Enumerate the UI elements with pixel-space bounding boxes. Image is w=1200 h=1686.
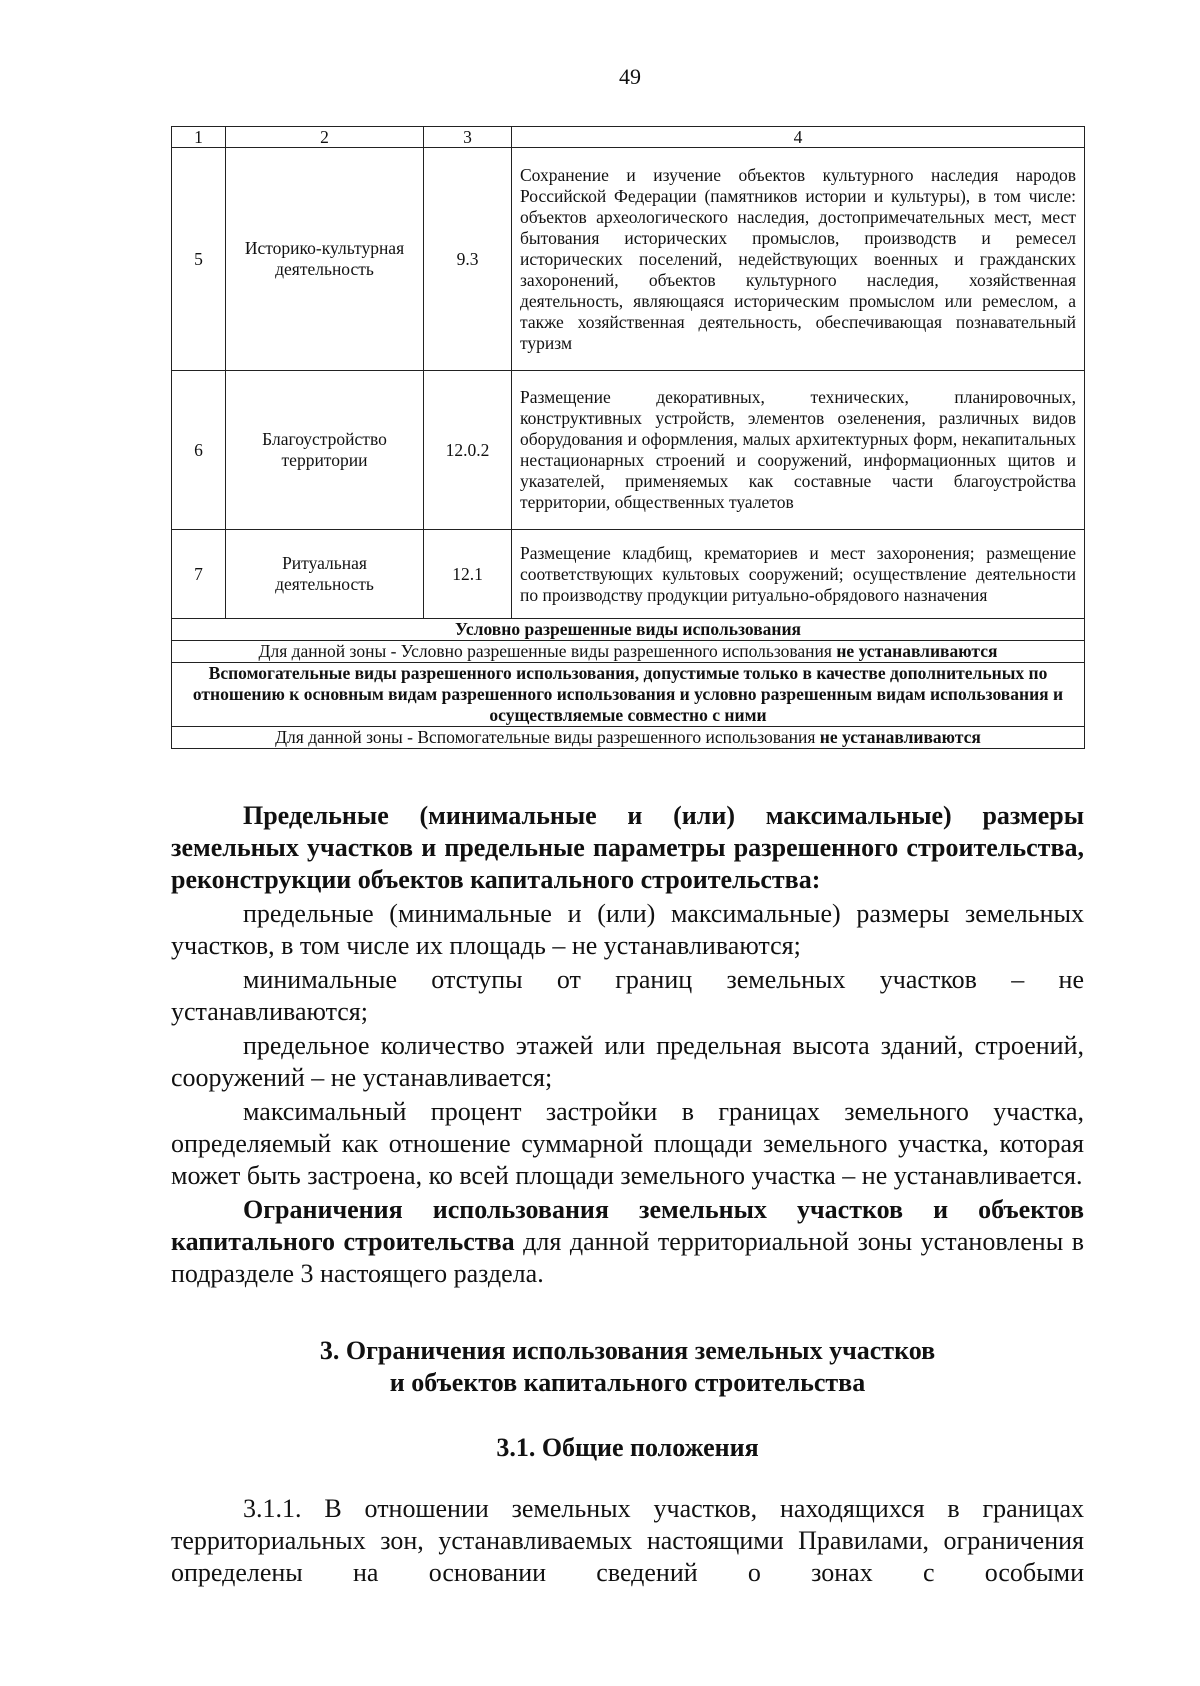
auxiliary-uses-header: Вспомогательные виды разрешенного использования, допустимые только в качестве дополнительных по отношению к основным видам разрешенного использования и условно разрешенным видам использования и осуществляемые совместно с ними (172, 663, 1085, 727)
use-type-name: Благоустройство территории (226, 371, 424, 530)
conditional-text-row (172, 641, 1085, 663)
limits-item: минимальные отступы от границ земельных участков – не устанавливаются; (171, 965, 1084, 1026)
section-heading-block (171, 1335, 1084, 1399)
limits-heading: Предельные (минимальные и (или) максимальные) размеры земельных участков и предельные параметры разрешенного строительства, реконструкции объектов капитального строительства: (171, 801, 1084, 894)
conditional-header-row (172, 619, 1085, 641)
subsection-heading-block (171, 1432, 1084, 1464)
subsection-title: 3.1. Общие положения (496, 1433, 759, 1462)
table-row (172, 148, 1085, 371)
table-row (172, 371, 1085, 530)
conditional-uses-status: не устанавливаются (836, 641, 998, 661)
use-type-code: 12.0.2 (424, 371, 512, 530)
auxiliary-uses-status: не устанавливаются (819, 727, 981, 747)
row-number: 6 (172, 371, 226, 530)
conditional-uses-text (172, 641, 1085, 663)
row-number: 7 (172, 530, 226, 619)
use-type-description: Размещение декоративных, технических, планировочных, конструктивных устройств, элементов озеленения, различных видов оборудования и оформления, малых архитектурных форм, некапитальных нестационарных строений и сооружений, информационных щитов и указателей, применяемых как составные части благоустройства территории, общественных туалетов (512, 371, 1085, 530)
column-header: 3 (424, 127, 512, 148)
conditional-uses-text-prefix: Для данной зоны - Условно разрешенные виды разрешенного использования (258, 641, 837, 661)
table-header-row (172, 127, 1085, 148)
auxiliary-header-row (172, 663, 1085, 727)
general-provisions-block (171, 1493, 1084, 1591)
use-type-code: 12.1 (424, 530, 512, 619)
column-header: 1 (172, 127, 226, 148)
use-type-code: 9.3 (424, 148, 512, 371)
use-type-description: Размещение кладбищ, крематориев и мест захоронения; размещение соответствующих культовых сооружений; осуществление деятельности по производству продукции ритуально-обрядового назначения (512, 530, 1085, 619)
general-provisions-paragraph: 3.1.1. В отношении земельных участков, находящихся в границах территориальных зон, устанавливаемых настоящими Правилами, ограничения определены на основании сведений о зонах с особыми (171, 1494, 1084, 1587)
row-number: 5 (172, 148, 226, 371)
conditional-uses-header: Условно разрешенные виды использования (172, 619, 1085, 641)
limits-section (171, 800, 1084, 1292)
limits-item: предельное количество этажей или предельная высота зданий, строений, сооружений – не устанавливается; (171, 1031, 1084, 1092)
restrictions-bold: Ограничения использования земельных участков и объектов капитального строительства (171, 1195, 1084, 1256)
use-type-description: Сохранение и изучение объектов культурного наследия народов Российской Федерации (памятников истории и культуры), в том числе: объектов археологического наследия, достопримечательных мест, мест бытования исторических промыслов, производств и ремесел исторических поселений, недействующих военных и гражданских захоронений, объектов культурного наследия, хозяйственная деятельность, являющаяся историческим промыслом или ремеслом, а также хозяйственная деятельность, обеспечивающая познавательный туризм (512, 148, 1085, 371)
restrictions-rest: для данной территориальной зоны установлены в подразделе 3 настоящего раздела. (171, 1227, 1084, 1288)
use-type-name: Ритуальная деятельность (226, 530, 424, 619)
page-number: 49 (619, 64, 641, 89)
limits-item: предельные (минимальные и (или) максимальные) размеры земельных участков, в том числе их площадь – не устанавливаются; (171, 899, 1084, 960)
column-header: 4 (512, 127, 1085, 148)
auxiliary-uses-text-prefix: Для данной зоны - Вспомогательные виды разрешенного использования (275, 727, 820, 747)
section-title-line1: 3. Ограничения использования земельных участков (319, 1336, 936, 1365)
table-row (172, 530, 1085, 619)
use-type-name: Историко-культурная деятельность (226, 148, 424, 371)
auxiliary-uses-text (172, 727, 1085, 749)
limits-item: максимальный процент застройки в границах земельного участка, определяемый как отношение суммарной площади земельного участка, которая может быть застроена, ко всей площади земельного участка – не устанавливается. (171, 1097, 1084, 1190)
land-use-table (171, 126, 1085, 749)
auxiliary-text-row (172, 727, 1085, 749)
column-header: 2 (226, 127, 424, 148)
restrictions-paragraph (171, 1194, 1084, 1290)
section-title-line2: и объектов капитального строительства (389, 1368, 866, 1397)
